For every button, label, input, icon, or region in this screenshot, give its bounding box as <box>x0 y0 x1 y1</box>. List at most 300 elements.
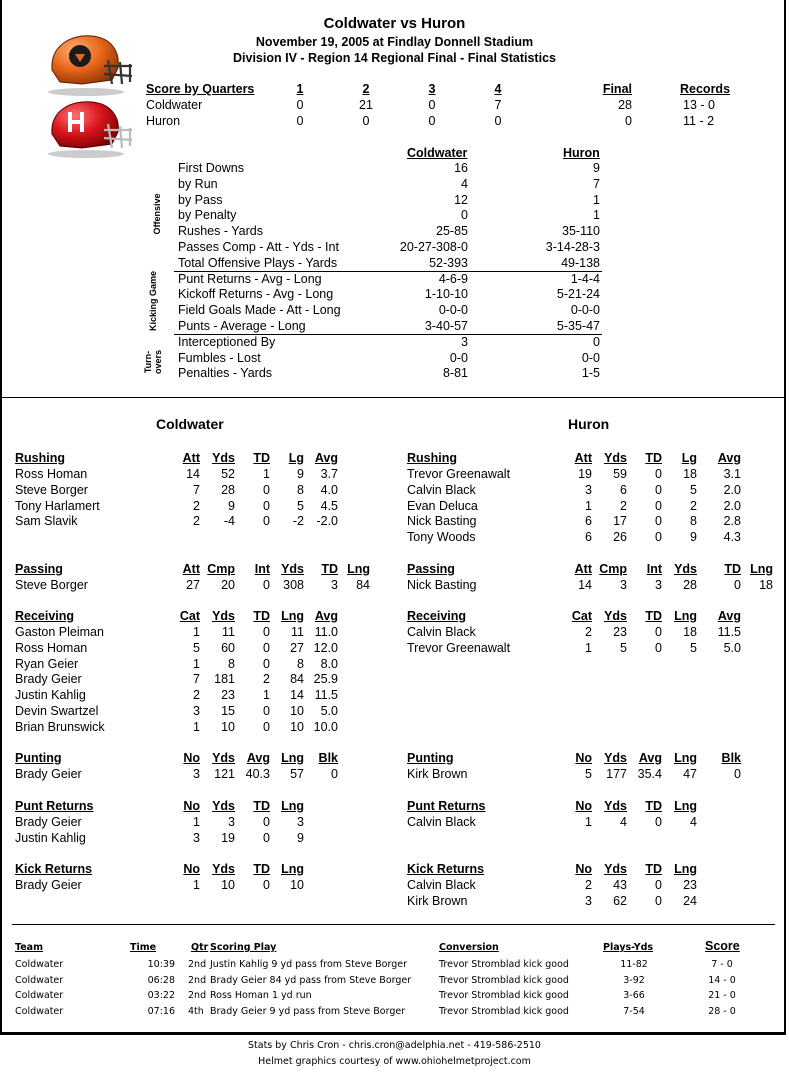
stat-column-header: Lng <box>674 862 697 876</box>
scoring-play: Ross Homan 1 yd run <box>210 990 312 1002</box>
player-stat: 3.7 <box>320 467 338 481</box>
player-stat: 5.0 <box>723 640 741 655</box>
player-stat: 3 <box>585 482 592 497</box>
player-stat: 0 <box>263 878 270 892</box>
player-name: Brian Brunswick <box>15 719 105 734</box>
team-stats-divider <box>174 334 602 335</box>
stat-column-header: Avg <box>246 751 270 765</box>
team-stat-label: Punts - Average - Long <box>178 319 306 333</box>
player-stat: 0 <box>263 719 270 734</box>
scoring-play-header: Scoring Play <box>210 942 277 953</box>
player-stat: 11 <box>222 625 235 639</box>
coldwater-team-stat: 8-81 <box>442 366 468 381</box>
player-name: Calvin Black <box>407 815 476 829</box>
player-stat: 3 <box>193 830 200 845</box>
scoring-quarter: 4th <box>188 1006 204 1018</box>
stat-column-header: No <box>183 799 200 813</box>
player-stat: 2 <box>585 625 592 639</box>
turnovers-group-label: Turn-overs <box>143 349 163 375</box>
player-stat: 0 <box>263 625 270 639</box>
player-name: Ross Homan <box>15 640 88 655</box>
scoring-running-score: 28 - 0 <box>708 1006 736 1018</box>
player-stat: 40.3 <box>245 767 270 781</box>
huron-kick-returns-heading: Kick Returns <box>407 862 485 876</box>
scoring-time-header: Time <box>130 942 157 953</box>
player-stat: 3.1 <box>723 467 741 481</box>
player-stat: 3 <box>655 578 662 592</box>
player-stat: 5 <box>620 640 627 655</box>
quarter-score: 7 <box>494 98 502 112</box>
stat-column-header: Cat <box>571 609 592 623</box>
player-stat: 1 <box>193 656 200 671</box>
coldwater-team-stat: 52-393 <box>429 255 468 270</box>
player-stat: 0 <box>655 815 662 829</box>
player-stat: 10 <box>221 878 235 892</box>
huron-team-stat: 9 <box>593 161 600 175</box>
player-stat: 27 <box>290 640 304 655</box>
coldwater-team-stat: 0 <box>461 208 468 223</box>
player-name: Gaston Pleiman <box>15 625 104 639</box>
coldwater-team-stat: 3-40-57 <box>424 319 468 333</box>
scoring-conversion-header: Conversion <box>439 942 499 953</box>
player-stat: 14 <box>290 688 304 703</box>
score-team-name: Huron <box>146 114 181 128</box>
scoring-plays-yards: 3-92 <box>623 974 645 986</box>
stat-column-header: Cmp <box>599 562 627 576</box>
player-stat: 0 <box>734 767 741 781</box>
player-stat: 8.0 <box>320 656 338 671</box>
team-stat-label: Punt Returns - Avg - Long <box>178 271 322 286</box>
player-stat: 10 <box>221 719 235 734</box>
player-stat: -4 <box>223 514 235 529</box>
quarter-score: 0 <box>362 114 370 128</box>
player-stat: 84 <box>290 672 304 687</box>
player-stat: 4 <box>620 815 627 829</box>
player-stat: 2 <box>620 498 627 513</box>
stat-column-header: Lng <box>750 562 773 576</box>
coldwater-heading: Coldwater <box>156 416 224 432</box>
coldwater-team-stat: 12 <box>454 192 468 207</box>
player-stat: 24 <box>683 893 697 908</box>
player-stat: 4.5 <box>320 498 338 513</box>
stat-column-header: TD <box>253 862 270 876</box>
scoring-team: Coldwater <box>15 990 64 1002</box>
team-stat-label: Total Offensive Plays - Yards <box>178 255 338 270</box>
player-stat: 0 <box>655 514 662 529</box>
quarter-header: 1 <box>296 82 304 96</box>
player-stat: 62 <box>613 893 627 908</box>
player-stat: 9 <box>297 467 304 481</box>
huron-passing-heading: Passing <box>407 562 455 576</box>
player-stat: 7 <box>193 482 200 497</box>
stat-column-header: No <box>183 862 200 876</box>
team-stat-label: First Downs <box>178 161 244 175</box>
stat-column-header: TD <box>645 862 662 876</box>
footer-credits: Stats by Chris Cron - chris.cron@adelphia.net - 419-586-2510 <box>248 1040 541 1051</box>
player-stat: 6 <box>620 482 627 497</box>
scoring-time: 06:28 <box>147 974 175 986</box>
player-stat: 2 <box>193 498 200 513</box>
coldwater-punt-returns-heading: Punt Returns <box>15 799 94 813</box>
stat-column-header: Att <box>182 562 200 576</box>
stat-column-header: Yds <box>604 451 627 465</box>
player-stat: 19 <box>221 830 235 845</box>
scoring-team: Coldwater <box>15 959 64 970</box>
scoring-team: Coldwater <box>15 1006 64 1018</box>
stat-column-header: Cat <box>179 609 200 623</box>
scoring-team: Coldwater <box>15 974 64 986</box>
player-stat: 60 <box>221 640 235 655</box>
player-stat: 57 <box>290 767 304 781</box>
final-score: 0 <box>625 114 632 128</box>
stat-column-header: Yds <box>212 751 235 765</box>
player-stat: 2 <box>585 878 592 892</box>
scoring-play: Brady Geier 84 yd pass from Steve Borger <box>210 974 412 986</box>
player-name: Trevor Greenawalt <box>407 467 511 481</box>
footer-helmet-credit: Helmet graphics courtesy of www.ohiohelmetproject.com <box>258 1056 531 1067</box>
huron-helmet-icon <box>42 98 137 160</box>
player-stat: 0 <box>734 578 741 592</box>
huron-team-stat: 5-21-24 <box>556 287 600 302</box>
player-stat: 0 <box>655 893 662 908</box>
stat-column-header: Int <box>646 562 662 576</box>
player-stat: 1 <box>193 878 200 892</box>
player-stat: 0 <box>263 514 270 529</box>
final-score: 28 <box>618 98 632 112</box>
player-stat: 23 <box>613 625 627 639</box>
player-stat: 1 <box>585 498 592 513</box>
team-stat-label: by Run <box>178 176 218 191</box>
team-record: 13 - 0 <box>683 98 715 112</box>
team-record: 11 - 2 <box>683 114 715 128</box>
player-stat: 4.3 <box>723 530 741 545</box>
player-stat: 5 <box>690 482 697 497</box>
player-stat: 18 <box>759 578 773 592</box>
stat-column-header: Lng <box>347 562 370 576</box>
stat-column-header: Yds <box>604 862 627 876</box>
coldwater-team-stat: 4-6-9 <box>438 271 468 286</box>
player-stat: 5 <box>297 498 304 513</box>
player-name: Evan Deluca <box>407 498 478 513</box>
kicking-group-label: Kicking Game <box>148 270 158 332</box>
huron-team-stat: 35-110 <box>562 224 600 239</box>
quarter-score: 0 <box>296 114 304 128</box>
player-stat: 0 <box>263 830 270 845</box>
stat-column-header: Avg <box>314 609 338 623</box>
player-name: Devin Swartzel <box>15 704 99 718</box>
player-stat: 6 <box>585 514 592 529</box>
coldwater-team-stat: 20-27-308-0 <box>399 240 468 254</box>
team-stat-label: Penalties - Yards <box>178 366 273 381</box>
scoring-quarter: 2nd <box>188 959 207 970</box>
scoring-running-score: 7 - 0 <box>711 959 733 970</box>
player-stat: 0 <box>655 530 662 545</box>
player-name: Calvin Black <box>407 625 476 639</box>
player-stat: 52 <box>221 467 235 481</box>
stat-column-header: Lng <box>281 862 304 876</box>
player-name: Justin Kahlig <box>15 688 86 703</box>
player-stat: 3 <box>228 815 235 829</box>
huron-team-stat: 1-4-4 <box>570 271 600 286</box>
huron-team-stat: 49-138 <box>561 255 600 270</box>
stat-column-header: No <box>575 751 592 765</box>
team-stat-label: Field Goals Made - Att - Long <box>178 303 341 318</box>
player-stat: 8 <box>297 656 304 671</box>
stat-column-header: Avg <box>314 451 338 465</box>
huron-punting-heading: Punting <box>407 751 454 765</box>
team-stat-label: Fumbles - Lost <box>178 350 261 365</box>
coldwater-punting-heading: Punting <box>15 751 62 765</box>
scoring-plays-yards: 11-82 <box>620 959 648 970</box>
player-stat: 11 <box>291 625 304 639</box>
scoring-time: 07:16 <box>147 1006 175 1018</box>
huron-team-stat: 0 <box>593 334 600 349</box>
player-stat: 0 <box>655 467 662 481</box>
huron-column-header: Huron <box>563 146 600 160</box>
stat-column-header: TD <box>645 451 662 465</box>
stat-column-header: Yds <box>604 609 627 623</box>
player-stat: 14 <box>186 467 200 481</box>
player-stat: 0 <box>655 640 662 655</box>
coldwater-team-stat: 4 <box>461 176 468 191</box>
player-stat: 3 <box>297 815 304 829</box>
player-stat: 28 <box>683 578 697 592</box>
scoring-conversion: Trevor Stromblad kick good <box>439 974 569 986</box>
coldwater-receiving-heading: Receiving <box>15 609 75 623</box>
player-stat: 1 <box>193 625 200 639</box>
player-stat: 11.5 <box>314 688 338 703</box>
coldwater-team-stat: 1-10-10 <box>424 287 468 302</box>
stat-column-header: TD <box>645 609 662 623</box>
player-stat: 9 <box>690 530 697 545</box>
section-divider <box>0 397 786 398</box>
scoring-team-header: Team <box>15 942 43 953</box>
player-name: Trevor Greenawalt <box>407 640 511 655</box>
player-stat: 0 <box>655 482 662 497</box>
quarter-header: 2 <box>362 82 370 96</box>
stat-column-header: Lg <box>681 451 697 465</box>
stat-column-header: Yds <box>212 609 235 623</box>
scoring-score-header: Score <box>705 939 740 953</box>
player-stat: 2 <box>193 688 200 703</box>
player-stat: 0 <box>263 656 270 671</box>
stat-column-header: Yds <box>674 562 697 576</box>
player-stat: 3 <box>331 578 338 592</box>
coldwater-kick-returns-heading: Kick Returns <box>15 862 93 876</box>
player-stat: 20 <box>221 578 235 592</box>
player-name: Ryan Geier <box>15 656 79 671</box>
player-stat: 5.0 <box>320 704 338 718</box>
huron-team-stat: 1 <box>593 208 600 223</box>
player-stat: 2 <box>263 672 270 687</box>
player-name: Steve Borger <box>15 482 88 497</box>
scoring-plays-header: Plays-Yds <box>603 942 654 953</box>
player-name: Tony Woods <box>407 530 476 545</box>
team-stat-label: Kickoff Returns - Avg - Long <box>178 287 334 302</box>
scoring-time: 03:22 <box>147 990 175 1002</box>
player-stat: 12.0 <box>313 640 338 655</box>
player-name: Brady Geier <box>15 767 82 781</box>
player-stat: 23 <box>683 878 697 892</box>
stat-column-header: Blk <box>318 751 338 765</box>
coldwater-team-stat: 16 <box>454 161 468 175</box>
player-stat: 4.0 <box>320 482 338 497</box>
player-stat: 9 <box>228 498 235 513</box>
team-stat-label: Rushes - Yards <box>178 224 263 239</box>
player-stat: 0 <box>263 815 270 829</box>
player-stat: 9 <box>297 830 304 845</box>
stat-column-header: Yds <box>281 562 304 576</box>
player-stat: -2 <box>292 514 304 529</box>
player-stat: 1 <box>585 640 592 655</box>
huron-receiving-heading: Receiving <box>407 609 467 623</box>
stat-column-header: No <box>183 751 200 765</box>
player-name: Steve Borger <box>15 578 88 592</box>
coldwater-team-stat: 25-85 <box>436 224 468 239</box>
scoring-quarter-header: Qtr <box>191 942 209 953</box>
page-title: Coldwater vs Huron <box>323 15 466 32</box>
player-stat: 3 <box>193 767 200 781</box>
game-subtitle: Division IV - Region 14 Regional Final - Final Statistics <box>233 51 556 65</box>
player-stat: 10 <box>290 878 304 892</box>
player-stat: 7 <box>193 672 200 687</box>
player-stat: 2.0 <box>723 482 741 497</box>
player-stat: 8 <box>690 514 697 529</box>
stat-column-header: No <box>575 862 592 876</box>
scoring-play: Brady Geier 9 yd pass from Steve Borger <box>210 1006 406 1018</box>
coldwater-column-header: Coldwater <box>407 146 468 160</box>
player-name: Nick Basting <box>407 514 477 529</box>
stat-column-header: Lng <box>674 799 697 813</box>
player-name: Brady Geier <box>15 672 82 687</box>
stat-column-header: No <box>575 799 592 813</box>
stat-column-header: Lng <box>281 799 304 813</box>
huron-punt-returns-heading: Punt Returns <box>407 799 486 813</box>
player-stat: 2 <box>193 514 200 529</box>
stat-column-header: TD <box>253 799 270 813</box>
player-stat: 1 <box>193 815 200 829</box>
player-stat: -2.0 <box>316 514 338 529</box>
stat-column-header: TD <box>645 799 662 813</box>
player-stat: 181 <box>214 672 235 687</box>
player-stat: 17 <box>613 514 627 529</box>
player-stat: 2 <box>690 498 697 513</box>
player-stat: 177 <box>606 767 627 781</box>
stat-column-header: Lng <box>674 609 697 623</box>
stat-column-header: Lng <box>281 609 304 623</box>
player-stat: 0 <box>263 640 270 655</box>
offensive-group-label: Offensive <box>152 193 162 235</box>
player-stat: 5 <box>193 640 200 655</box>
player-stat: 4 <box>690 815 697 829</box>
huron-team-stat: 0-0-0 <box>570 303 600 318</box>
player-stat: 26 <box>613 530 627 545</box>
stat-column-header: TD <box>253 451 270 465</box>
scoring-time: 10:39 <box>147 959 175 970</box>
coldwater-team-stat: 0-0-0 <box>438 303 468 318</box>
player-stat: 5 <box>690 640 697 655</box>
player-stat: 0 <box>331 767 338 781</box>
player-stat: 23 <box>221 688 235 703</box>
player-stat: 18 <box>683 625 697 639</box>
team-stat-label: by Pass <box>178 192 223 207</box>
quarter-score: 0 <box>428 98 436 112</box>
player-stat: 0 <box>655 878 662 892</box>
scoring-quarter: 2nd <box>188 990 207 1002</box>
scoring-play: Justin Kahlig 9 yd pass from Steve Borger <box>210 959 407 970</box>
player-name: Brady Geier <box>15 878 82 892</box>
quarter-score: 0 <box>494 114 502 128</box>
stat-column-header: Lg <box>288 451 304 465</box>
stat-column-header: Lng <box>281 751 304 765</box>
quarter-score: 0 <box>296 98 304 112</box>
scoring-conversion: Trevor Stromblad kick good <box>439 990 569 1002</box>
player-stat: 6 <box>585 530 592 545</box>
player-stat: 5 <box>585 767 592 781</box>
player-name: Calvin Black <box>407 878 476 892</box>
player-stat: 0 <box>263 482 270 497</box>
player-stat: 8 <box>297 482 304 497</box>
coldwater-passing-heading: Passing <box>15 562 63 576</box>
player-stat: 1 <box>263 467 270 481</box>
player-name: Calvin Black <box>407 482 476 497</box>
player-stat: 84 <box>356 578 370 592</box>
player-name: Kirk Brown <box>407 767 468 781</box>
stat-column-header: Yds <box>212 862 235 876</box>
player-stat: 47 <box>683 767 697 781</box>
team-stat-label: Interceptioned By <box>178 334 276 349</box>
player-name: Justin Kahlig <box>15 830 86 845</box>
player-stat: 2.0 <box>723 498 741 513</box>
player-stat: 2.8 <box>723 514 741 529</box>
huron-rushing-heading: Rushing <box>407 451 457 465</box>
player-name: Sam Slavik <box>15 514 78 529</box>
player-name: Ross Homan <box>15 467 88 481</box>
huron-team-stat: 1-5 <box>581 366 600 381</box>
player-stat: 10 <box>290 704 304 718</box>
player-stat: 0 <box>263 498 270 513</box>
team-stats-divider <box>174 271 602 272</box>
scoring-divider <box>12 924 775 925</box>
scoring-plays-yards: 7-54 <box>623 1006 645 1018</box>
player-stat: 35.4 <box>637 767 662 781</box>
scoring-running-score: 14 - 0 <box>708 974 736 986</box>
team-stat-label: by Penalty <box>178 208 237 223</box>
player-stat: 43 <box>613 878 627 892</box>
player-stat: 308 <box>283 578 304 592</box>
player-stat: 15 <box>221 704 235 718</box>
player-stat: 3 <box>620 578 627 592</box>
huron-team-stat: 1 <box>593 192 600 207</box>
player-stat: 10 <box>290 719 304 734</box>
coldwater-rushing-heading: Rushing <box>15 451 65 465</box>
player-stat: 0 <box>263 704 270 718</box>
stat-column-header: Yds <box>212 451 235 465</box>
player-stat: 0 <box>655 625 662 639</box>
stat-column-header: Avg <box>717 451 741 465</box>
stat-column-header: Yds <box>604 751 627 765</box>
quarter-score: 21 <box>359 98 373 112</box>
scoring-quarter: 2nd <box>188 974 207 986</box>
scoring-conversion: Trevor Stromblad kick good <box>439 959 569 970</box>
stat-column-header: TD <box>321 562 338 576</box>
huron-heading: Huron <box>568 416 610 432</box>
player-stat: 25.9 <box>313 672 338 687</box>
stat-column-header: TD <box>724 562 741 576</box>
records-header: Records <box>680 82 731 96</box>
score-by-quarters-heading: Score by Quarters <box>146 82 255 96</box>
player-stat: 0 <box>655 498 662 513</box>
